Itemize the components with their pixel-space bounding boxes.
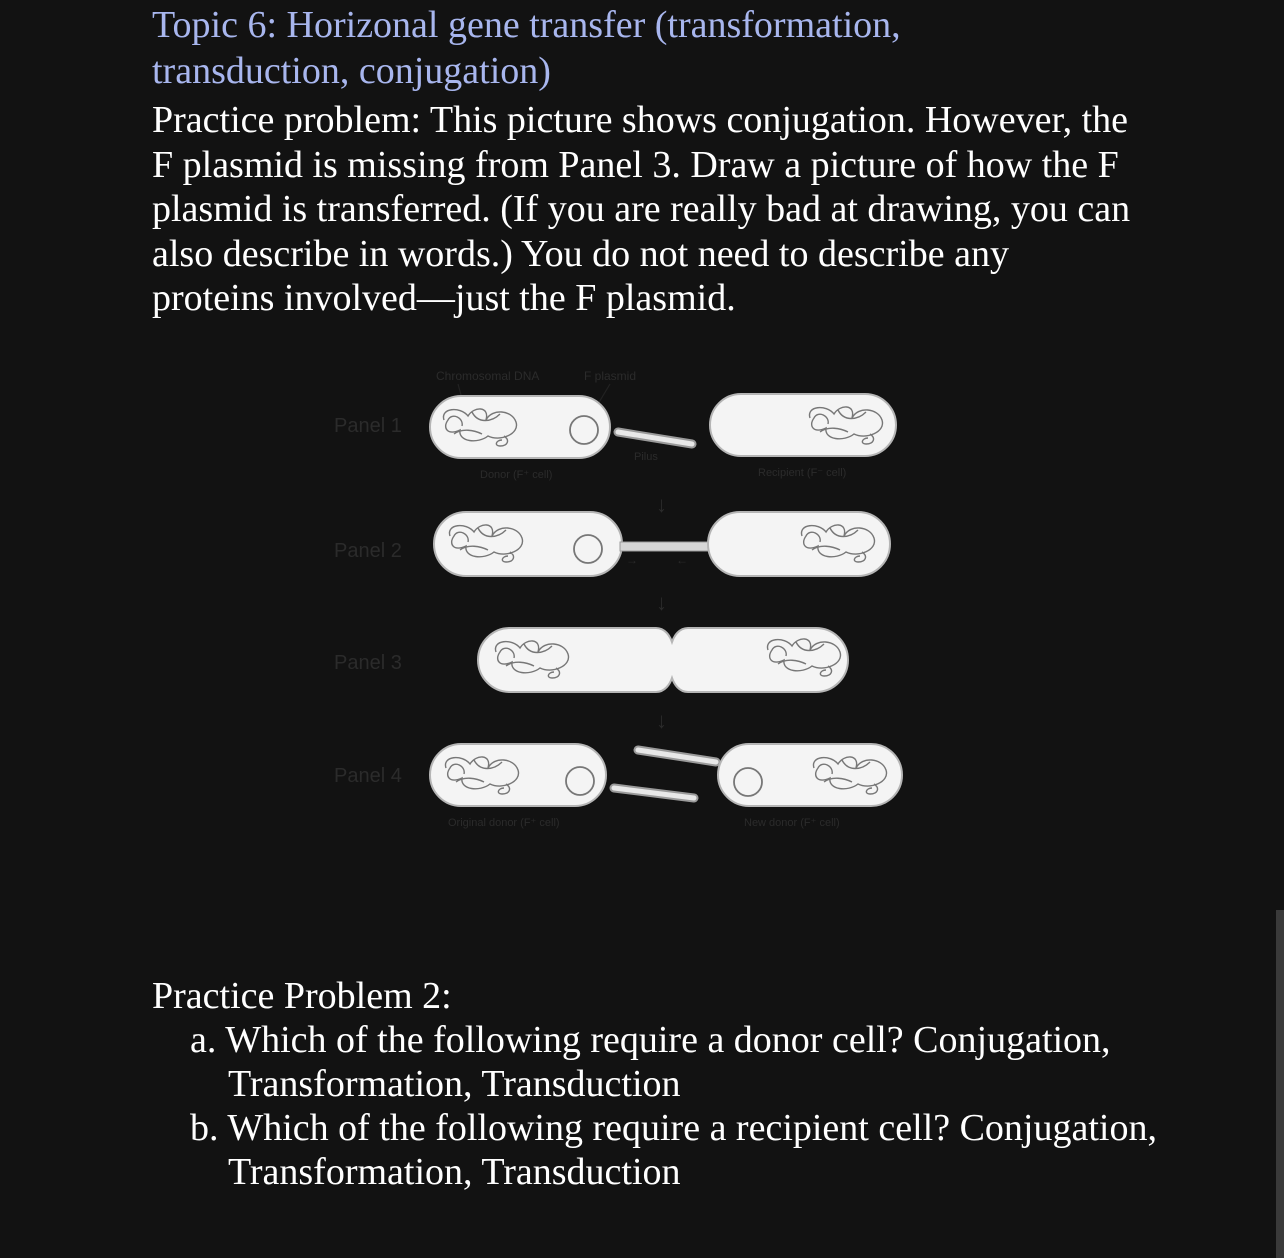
conjugation-figure (320, 360, 920, 840)
panel-4-label: Panel 4 (334, 765, 402, 787)
label-pilus: Pilus (634, 451, 658, 463)
panel-1-label: Panel 1 (334, 415, 402, 437)
item-a-label: a. (190, 1019, 217, 1061)
problem-1-line: proteins involved—just the F plasmid. (152, 277, 736, 319)
arrow-left-icon: ← (676, 553, 688, 567)
topic-title (152, 2, 1152, 94)
topic-title-line-2: transduction, conjugation) (152, 50, 551, 92)
recipient-cell-panel-1 (710, 394, 896, 456)
conjugation-diagram (320, 360, 920, 840)
item-b-label: b. (190, 1107, 219, 1149)
practice-problem-1 (152, 98, 1162, 321)
problem-2-item-a (152, 1018, 1162, 1106)
arrow-down-icon: ↓ (656, 708, 667, 733)
scrollbar[interactable] (1276, 910, 1284, 1258)
panel-3-label: Panel 3 (334, 652, 402, 674)
problem-1-line: plasmid is transferred. (If you are really bad at drawing, you can (152, 188, 1131, 230)
problem-1-line: Practice problem: This picture shows conjugation. However, the (152, 99, 1129, 141)
label-f-plasmid: F plasmid (584, 369, 637, 383)
problem-2-heading: Practice Problem 2: (152, 975, 452, 1017)
label-donor: Donor (F⁺ cell) (480, 469, 553, 481)
donor-cell-panel-2 (434, 512, 622, 576)
problem-1-line: F plasmid is missing from Panel 3. Draw a picture of how the F (152, 143, 1119, 186)
problem-2-item-b (152, 1106, 1162, 1194)
arrow-down-icon: ↓ (656, 590, 667, 615)
problem-1-line: also describe in words.) You do not need to describe any (152, 232, 1009, 275)
item-b-text: Which of the following require a recipient cell? Conjugation, Transformation, Transduction (227, 1107, 1157, 1193)
item-a-text: Which of the following require a donor cell? Conjugation, Transformation, Transduction (225, 1019, 1111, 1105)
label-original-donor: Original donor (F⁺ cell) (448, 817, 560, 829)
arrow-down-icon: ↓ (656, 492, 667, 517)
pilus-retracting-panel-2 (620, 542, 710, 551)
panel-2-label: Panel 2 (334, 540, 402, 562)
donor-cell-panel-1 (430, 396, 610, 458)
recipient-cell-panel-2 (708, 512, 890, 576)
label-recipient: Recipient (F⁻ cell) (758, 467, 847, 479)
arrow-right-icon: → (626, 553, 638, 567)
label-chromosomal-dna: Chromosomal DNA (436, 369, 540, 383)
label-new-donor: New donor (F⁺ cell) (744, 817, 840, 829)
topic-title-line-1: Topic 6: Horizonal gene transfer (transformation, (152, 4, 901, 46)
practice-problem-2 (152, 974, 1162, 1194)
